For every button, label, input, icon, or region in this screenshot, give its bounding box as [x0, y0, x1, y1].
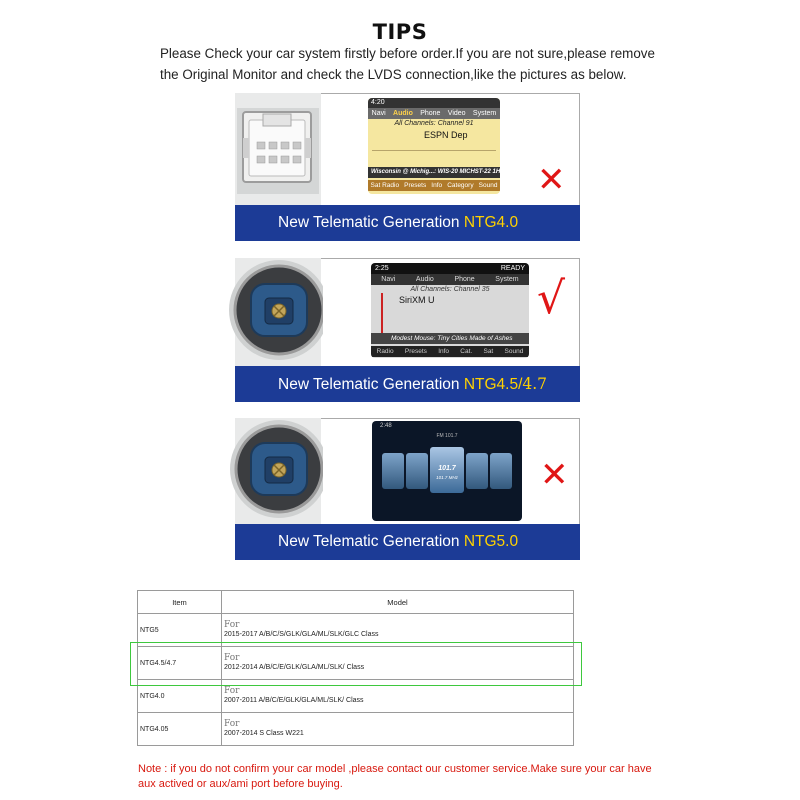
- softkey: Presets: [404, 182, 427, 189]
- screen-menu: [371, 274, 529, 285]
- table-header-row: [138, 591, 574, 614]
- softkey: Sat Radio: [370, 182, 400, 189]
- connector-photo-ntg45: [225, 258, 323, 366]
- screen-menu: [368, 108, 500, 119]
- cell-prefix: For: [224, 620, 240, 630]
- menu-item: System: [472, 110, 497, 117]
- banner-generation-suffix: 4.7: [522, 375, 548, 393]
- screen-status: READY: [500, 265, 525, 272]
- banner-ntg50: [235, 524, 580, 560]
- tuner-scale: [372, 150, 496, 164]
- softkey: Category: [447, 182, 474, 189]
- cell-item: NTG4.5/4.7: [138, 647, 222, 680]
- screen-frequency-sub: 101.7 MHz: [436, 475, 458, 480]
- menu-item: Audio: [415, 276, 434, 283]
- cell-item: NTG4.05: [138, 713, 222, 746]
- banner-generation: NTG4.5/: [463, 376, 523, 393]
- screen-info: Wisconsin @ Michig...: WIS-20 MICHST-22 1H: [368, 167, 500, 178]
- softkey: Sat: [483, 348, 494, 355]
- cell-model-text: 2007-2014 S Class W221: [224, 730, 304, 737]
- cell-prefix: For: [224, 686, 240, 696]
- menu-item: Phone: [454, 276, 475, 283]
- intro-line-1: Please Check your car system firstly before order.If you are not sure,please remove: [160, 46, 655, 61]
- softkey: Cat.: [460, 348, 473, 355]
- note-line-1: Note : if you do not confirm your car model ,please contact our customer service.Make sure your car have: [138, 763, 652, 775]
- menu-item: System: [495, 276, 519, 283]
- highlight-box: [130, 642, 582, 686]
- menu-item: Phone: [420, 110, 441, 117]
- note-line-2: aux actived or aux/ami port before buying.: [138, 778, 343, 790]
- check-mark-icon: √: [537, 273, 566, 324]
- screen-statusbar: [371, 263, 529, 274]
- screen-ntg40: [368, 98, 500, 194]
- screen-ntg45: [371, 263, 529, 358]
- softkey: Radio: [376, 348, 394, 355]
- screen-channel: All Channels: Channel 91: [394, 120, 474, 127]
- banner-text: New Telematic Generation: [278, 533, 464, 550]
- screen-header: FM 101.7: [436, 433, 458, 439]
- banner-ntg40: [235, 205, 580, 241]
- screen-ntg50: [372, 421, 522, 521]
- screen-softkeys: [371, 346, 529, 357]
- menu-item: Navi: [371, 110, 386, 117]
- screen-station: SiriXM U: [399, 295, 435, 305]
- screen-station: ESPN Dep: [424, 130, 468, 140]
- header-item: Item: [138, 591, 222, 614]
- cross-mark-icon: ✕: [540, 456, 569, 494]
- cell-prefix: For: [224, 653, 240, 663]
- cell-model-text: 2007-2011 A/B/C/E/GLK/GLA/ML/SLK/ Class: [224, 697, 364, 704]
- softkey: Sound: [478, 182, 498, 189]
- header-model: Model: [222, 591, 574, 614]
- screen-frequency: 101.7: [438, 465, 456, 472]
- cell-model-text: 2012-2014 A/B/C/E/GLK/GLA/ML/SLK/ Class: [224, 664, 365, 671]
- screen-time: 2:25: [375, 265, 389, 272]
- banner-generation: NTG4.0: [463, 214, 519, 231]
- intro-line-2: the Original Monitor and check the LVDS connection,like the pictures as below.: [160, 67, 627, 82]
- cell-prefix: For: [224, 719, 240, 729]
- banner-text: New Telematic Generation: [278, 214, 464, 231]
- screen-time: 4:20: [368, 98, 500, 108]
- screen-time: 2:48: [380, 423, 392, 429]
- cell-item: NTG5: [138, 614, 222, 647]
- banner-text: New Telematic Generation: [278, 376, 464, 393]
- softkey: Info: [431, 182, 443, 189]
- cell-model: [222, 713, 574, 746]
- cell-item: NTG4.0: [138, 680, 222, 713]
- menu-item: Navi: [381, 276, 396, 283]
- softkey: Presets: [404, 348, 427, 355]
- banner-generation: NTG5.0: [463, 533, 519, 550]
- screen-info: Modest Mouse: Tiny Cities Made of Ashes: [371, 333, 529, 344]
- banner-ntg45: [235, 366, 580, 402]
- softkey: Info: [438, 348, 450, 355]
- menu-item: Video: [447, 110, 466, 117]
- cell-model-text: 2015-2017 A/B/C/S/GLK/GLA/ML/SLK/GLC Class: [224, 631, 379, 638]
- table-row: [138, 713, 574, 746]
- cross-mark-icon: ✕: [537, 161, 566, 199]
- connector-photo-ntg50: [225, 418, 323, 524]
- menu-item-active: Audio: [393, 110, 413, 117]
- screen-channel: All Channels: Channel 35: [410, 286, 490, 293]
- tuner-needle: [381, 293, 383, 333]
- softkey: Sound: [504, 348, 524, 355]
- connector-photo-ntg40: [235, 98, 321, 200]
- page-title: TIPS: [372, 20, 428, 44]
- screen-softkeys: [368, 180, 500, 191]
